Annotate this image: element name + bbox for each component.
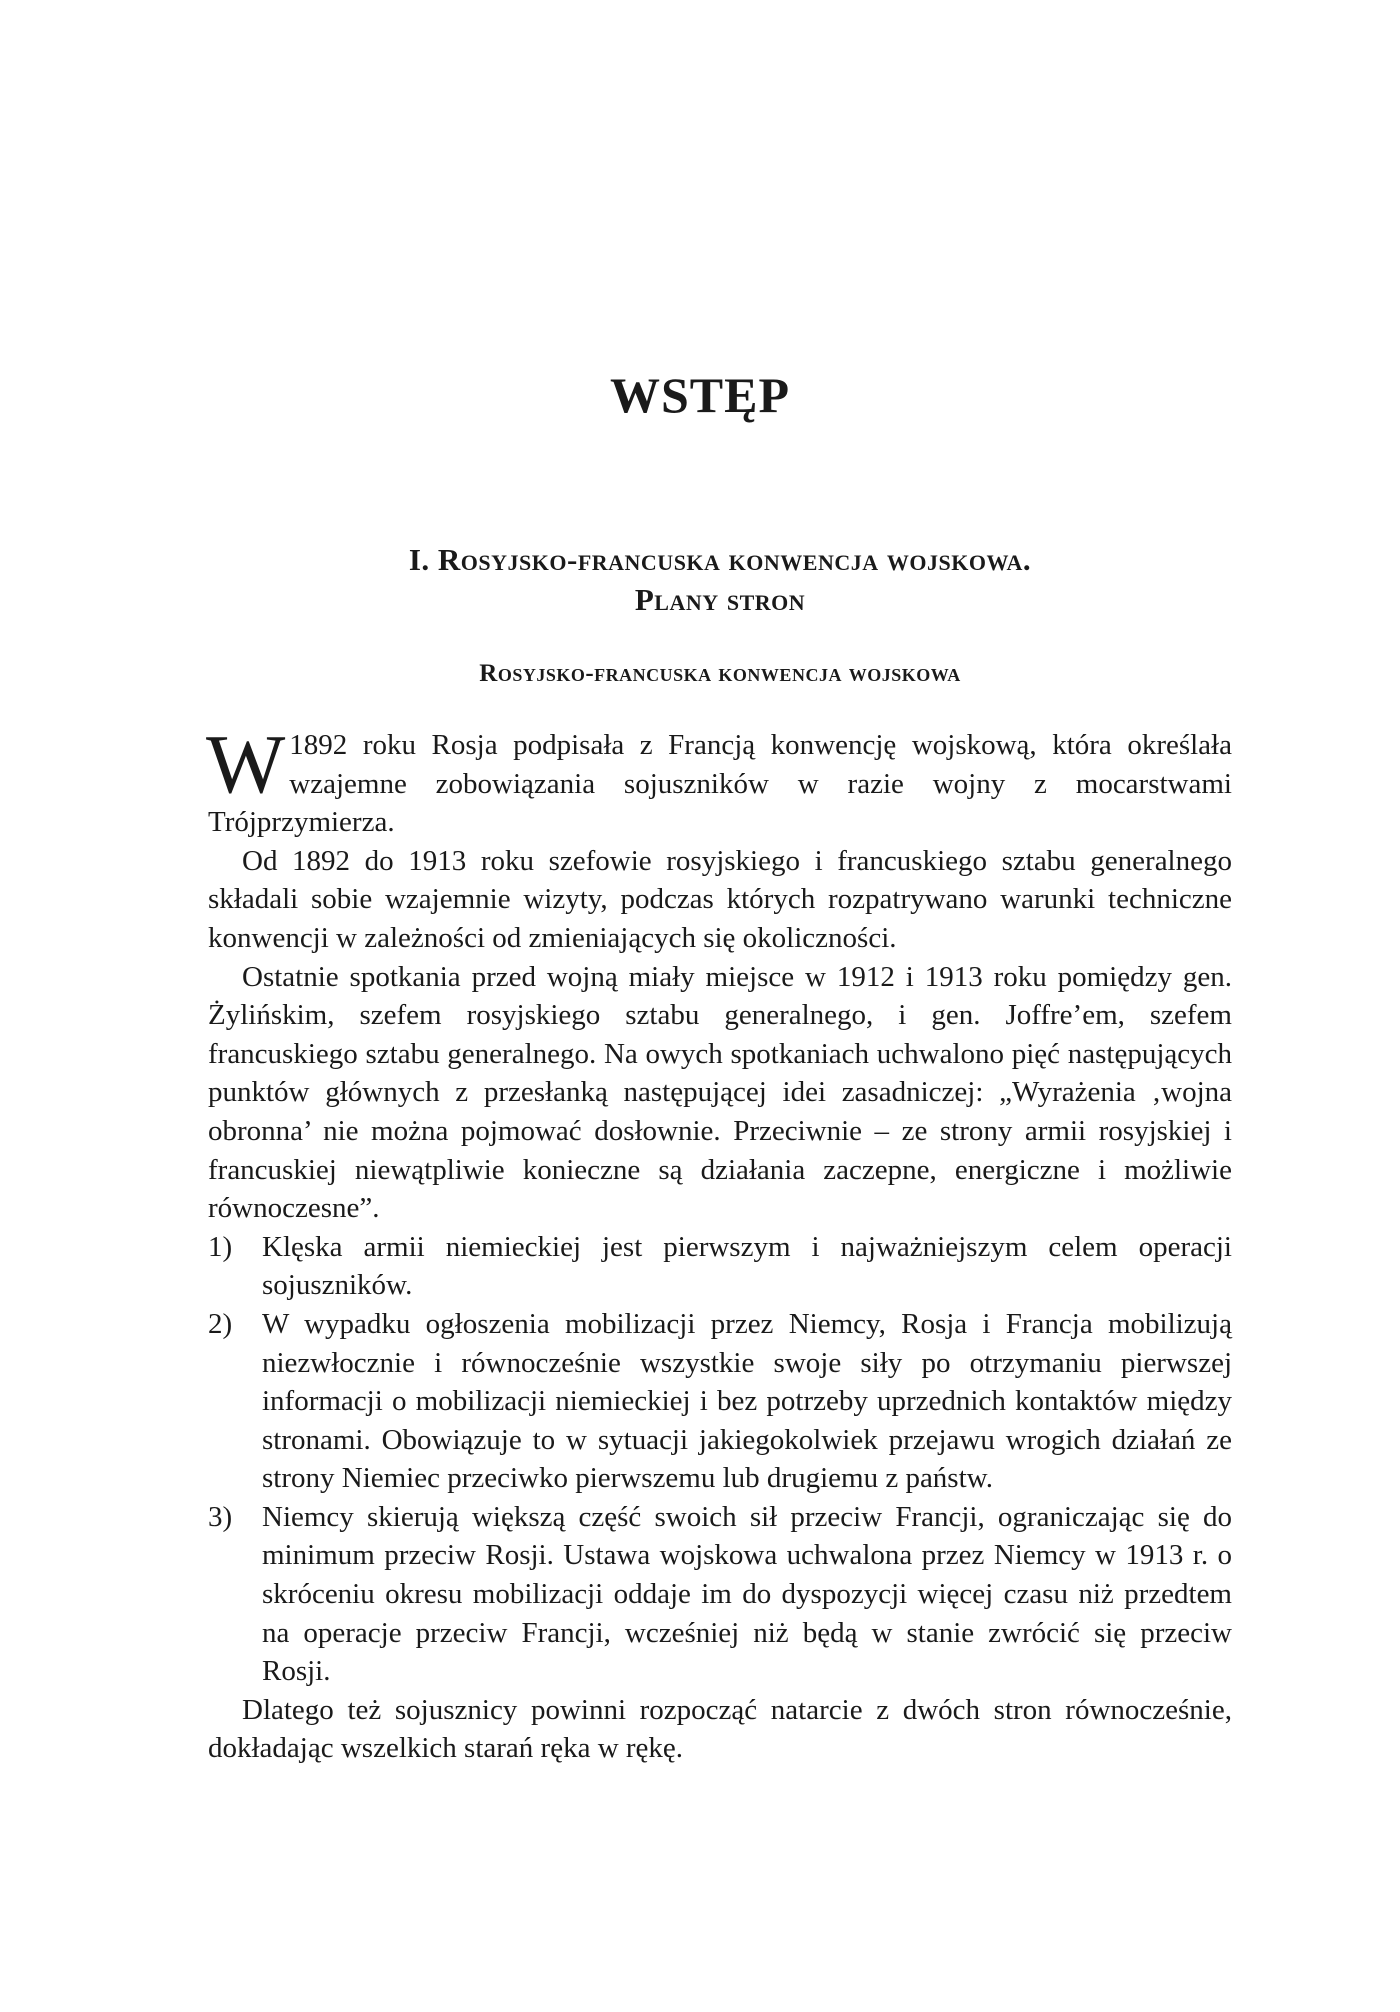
list-item bbox=[208, 1498, 1232, 1691]
numbered-list bbox=[208, 1228, 1232, 1691]
subsection-heading: Rosyjsko-francuska konwencja wojskowa bbox=[479, 660, 961, 687]
list-item-text: Klęska armii niemieckiej jest pierwszym i najważniejszym celem operacji sojuszników. bbox=[262, 1230, 1232, 1302]
chapter-title: WSTĘP bbox=[609, 367, 791, 423]
list-item-text: Niemcy skierują większą część swoich sił przeciw Francji, ograniczając się do minimum przeciw Rosji. Ustawa wojskowa uchwalona przez Niemcy w 1913 r. o skróceniu okresu mobilizacji oddaje im do dyspozycji więcej czasu niż przedtem na operacje przeciw Francji, wcześniej niż będą w stanie zwrócić się przeciw Rosji. bbox=[262, 1500, 1232, 1688]
section-heading-line-2: Plany stron bbox=[634, 582, 806, 617]
section-heading-line-1: I. Rosyjsko-francuska konwencja wojskowa. bbox=[408, 542, 1032, 577]
drop-cap: W bbox=[206, 718, 286, 811]
paragraph-final: Dlatego też sojusznicy powinni rozpocząć natarcie z dwóch stron równocześnie, dokładając wszelkich starań ręka w rękę. bbox=[208, 1693, 1232, 1765]
paragraph-1 bbox=[206, 718, 1232, 842]
paragraph-1-text: 1892 roku Rosja podpisała z Francją konwencję wojskową, która określała wzajemne zobowiązania sojuszników w razie wojny z mocarstwami Trójprzymierza. bbox=[208, 729, 1232, 839]
paragraph-2: Od 1892 do 1913 roku szefowie rosyjskiego i francuskiego sztabu generalnego składali sobie wzajemnie wizyty, podczas których rozpatrywano warunki techniczne konwencji w zależności od zmieniających się okoliczności. bbox=[208, 844, 1232, 954]
section-heading bbox=[208, 540, 1232, 620]
list-item-number: 3) bbox=[208, 1500, 233, 1533]
list-item bbox=[208, 1305, 1232, 1498]
list-item-number: 1) bbox=[208, 1230, 233, 1263]
paragraph-3: Ostatnie spotkania przed wojną miały miejsce w 1912 i 1913 roku pomiędzy gen. Żylińskim, szefem rosyjskiego sztabu generalnego, i gen. Joffre’em, szefem francuskiego sztabu generalnego. Na owych spotkaniach uchwalono pięć następujących punktów głównych z przesłanką następującej idei zasadniczej: „Wyrażenia ‚wojna obronna’ nie można pojmować dosłownie. Przeciwnie – ze strony armii rosyjskiej i francuskiej niewątpliwie konieczne są działania zaczepne, energiczne i możliwie równoczesne”. bbox=[208, 960, 1232, 1225]
list-item-text: W wypadku ogłoszenia mobilizacji przez Niemcy, Rosja i Francja mobilizują niezwłocznie i równocześnie wszystkie swoje siły po otrzymaniu pierwszej informacji o mobilizacji niemieckiej i bez potrzeby uprzednich kontaktów między stronami. Obowiązuje to w sytuacji jakiegokolwiek przejawu wrogich działań ze strony Niemiec przeciwko pierwszemu lub drugiemu z państw. bbox=[262, 1307, 1232, 1495]
body-text bbox=[206, 718, 1232, 1768]
list-item bbox=[208, 1228, 1232, 1305]
list-item-number: 2) bbox=[208, 1307, 233, 1340]
